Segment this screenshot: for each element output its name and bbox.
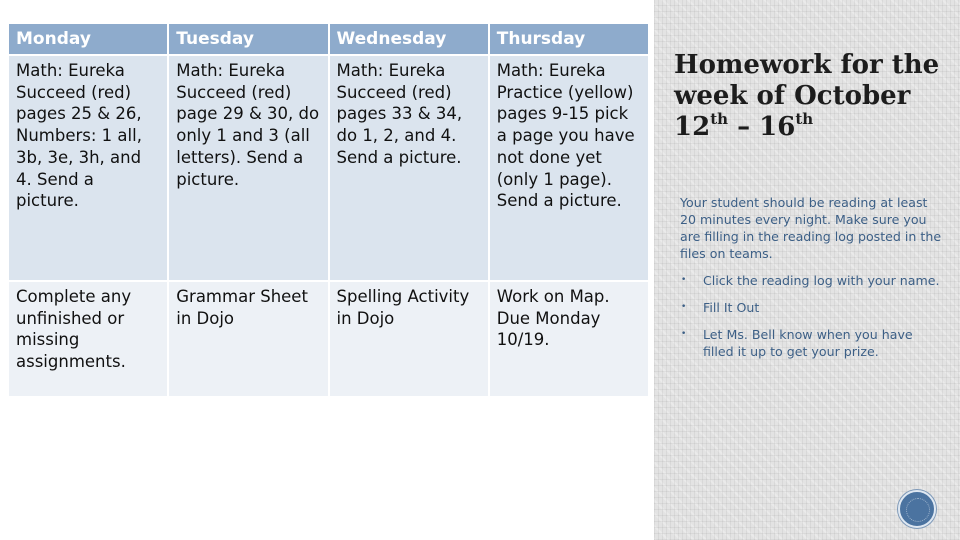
table-row bbox=[9, 282, 648, 396]
table-cell: Complete any unfinished or missing assignments. bbox=[9, 282, 167, 396]
instruction-list bbox=[680, 272, 942, 360]
bullet-icon: • bbox=[681, 275, 687, 285]
table-cell: Math: Eureka Succeed (red) pages 33 & 34, do 1, 2, and 4. Send a picture. bbox=[330, 56, 488, 280]
title-date-end: 16 bbox=[759, 112, 796, 142]
table-cell: Spelling Activity in Dojo bbox=[330, 282, 488, 396]
table-cell: Math: Eureka Practice (yellow) pages 9-15 pick a page you have not done yet (only 1 page). Send a picture. bbox=[490, 56, 648, 280]
title-suffix-end: th bbox=[795, 110, 814, 128]
table-cell: Work on Map. Due Monday 10/19. bbox=[490, 282, 648, 396]
title-text: Homework for the week of October bbox=[674, 50, 940, 111]
table-header-row bbox=[9, 24, 648, 54]
title-date-start: 12 bbox=[674, 112, 711, 142]
homework-table bbox=[7, 22, 650, 398]
header-wednesday: Wednesday bbox=[330, 24, 488, 54]
list-item-text: Click the reading log with your name. bbox=[703, 273, 940, 288]
page-title bbox=[674, 50, 960, 143]
bullet-icon: • bbox=[681, 329, 687, 339]
list-item bbox=[680, 272, 942, 289]
header-monday: Monday bbox=[9, 24, 167, 54]
table-cell: Grammar Sheet in Dojo bbox=[169, 282, 327, 396]
circle-nav-icon[interactable] bbox=[898, 490, 936, 528]
side-panel bbox=[654, 0, 960, 540]
header-tuesday: Tuesday bbox=[169, 24, 327, 54]
title-suffix-start: th bbox=[710, 110, 729, 128]
intro-text: Your student should be reading at least 20 minutes every night. Make sure you are filling in the reading log posted in the files on teams. bbox=[680, 195, 942, 261]
title-dash: – bbox=[728, 112, 760, 142]
table-cell: Math: Eureka Succeed (red) page 29 & 30, do only 1 and 3 (all letters). Send a picture. bbox=[169, 56, 327, 280]
list-item-text: Fill It Out bbox=[703, 300, 760, 315]
list-item bbox=[680, 326, 942, 360]
list-item-text: Let Ms. Bell know when you have filled it up to get your prize. bbox=[703, 327, 913, 359]
list-item bbox=[680, 299, 942, 316]
table-row bbox=[9, 56, 648, 280]
reading-instructions bbox=[680, 194, 942, 370]
bullet-icon: • bbox=[681, 302, 687, 312]
table-cell: Math: Eureka Succeed (red) pages 25 & 26, Numbers: 1 all, 3b, 3e, 3h, and 4. Send a picture. bbox=[9, 56, 167, 280]
header-thursday: Thursday bbox=[490, 24, 648, 54]
